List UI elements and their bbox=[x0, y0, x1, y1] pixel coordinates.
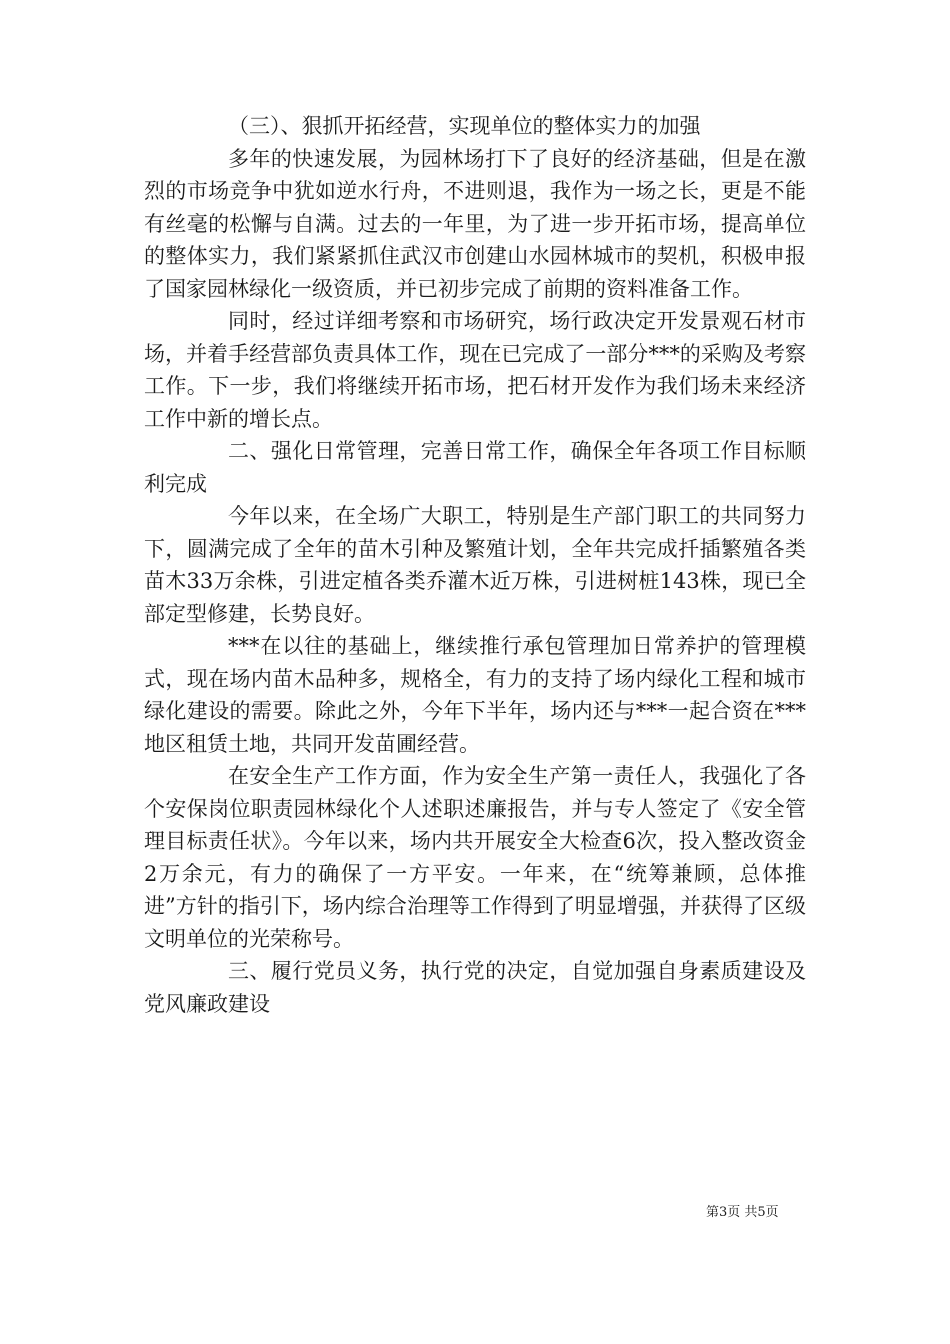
section-heading-3: （三）、狠抓开拓经营，实现单位的整体实力的加强 bbox=[228, 114, 701, 138]
page-number-footer: 第3页 共5页 bbox=[706, 1205, 779, 1220]
paragraph: 在安全生产工作方面，作为安全生产第一责任人，我强化了各个安保岗位职责园林绿化个人述职述廉报告，并与专人签定了《安全管理目标责任状》。今年以来，场内共开展安全大检查6次，投入整改资金2万余元，有力的确保了一方平安。一年来，在“统筹兼顾，总体推进”方针的指引下，场内综合治理等工作得到了明显增强，并获得了区级文明单位的光荣称号。 bbox=[144, 764, 806, 951]
document-body bbox=[144, 110, 806, 1020]
paragraph: ***在以往的基础上，继续推行承包管理加日常养护的管理模式，现在场内苗木品种多，规格全，有力的支持了场内绿化工程和城市绿化建设的需要。除此之外，今年下半年，场内还与***一起合资在***地区租赁土地，共同开发苗圃经营。 bbox=[144, 634, 806, 756]
section-heading-3b: 三、履行党员义务，执行党的决定，自觉加强自身素质建设及党风廉政建设 bbox=[144, 959, 806, 1016]
paragraph: 今年以来，在全场广大职工，特别是生产部门职工的共同努力下，圆满完成了全年的苗木引种及繁殖计划，全年共完成扦插繁殖各类苗木33万余株，引进定植各类乔灌木近万株，引进树桩143株，现已全部定型修建，长势良好。 bbox=[144, 504, 806, 626]
section-heading-2: 二、强化日常管理，完善日常工作，确保全年各项工作目标顺利完成 bbox=[144, 439, 806, 496]
paragraph: 多年的快速发展，为园林场打下了良好的经济基础，但是在激烈的市场竞争中犹如逆水行舟，不进则退，我作为一场之长，更是不能有丝毫的松懈与自满。过去的一年里，为了进一步开拓市场，提高单位的整体实力，我们紧紧抓住武汉市创建山水园林城市的契机，积极申报了国家园林绿化一级资质，并已初步完成了前期的资料准备工作。 bbox=[144, 146, 806, 301]
paragraph: 同时，经过详细考察和市场研究，场行政决定开发景观石材市场，并着手经营部负责具体工作，现在已完成了一部分***的采购及考察工作。下一步，我们将继续开拓市场，把石材开发作为我们场未来经济工作中新的增长点。 bbox=[144, 309, 806, 431]
